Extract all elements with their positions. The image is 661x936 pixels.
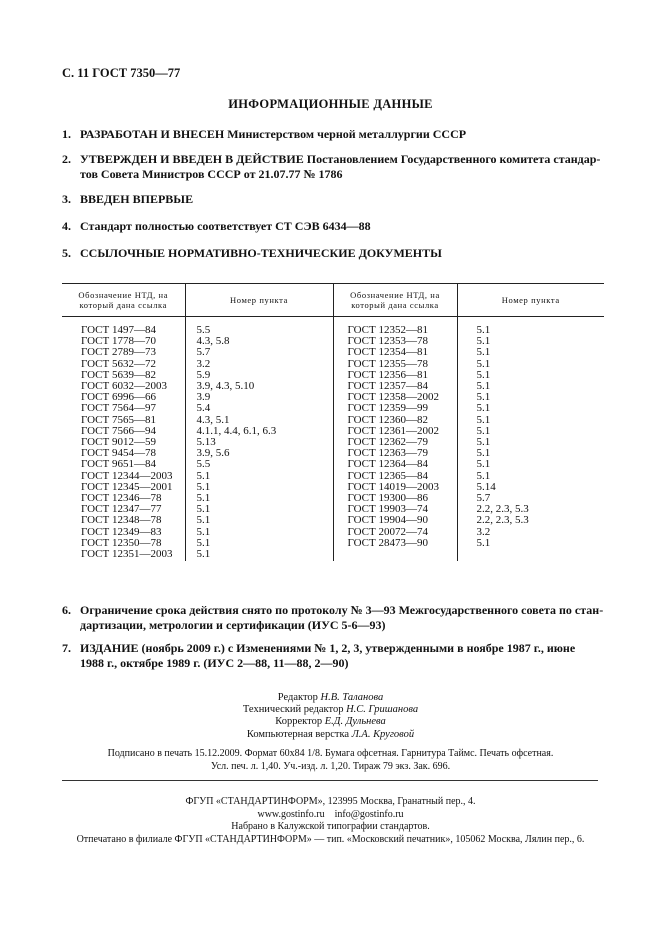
item-references — [62, 246, 607, 261]
ref-doc-cell: ГОСТ 12361—2002 — [347, 424, 439, 437]
ref-clause-cell: 5.1 — [476, 391, 491, 404]
publisher-footer — [0, 796, 661, 846]
ref-clause-cell: 5.5 — [196, 458, 211, 471]
ref-clause-cell: 5.1 — [476, 458, 491, 471]
ref-clause-cell: 5.4 — [196, 402, 211, 415]
ref-clause-cell: 3.9, 4.3, 5.10 — [196, 380, 255, 393]
item-number: 1. — [62, 127, 71, 141]
document-title: ИНФОРМАЦИОННЫЕ ДАННЫЕ — [228, 97, 433, 111]
ref-clause-cell: 5.1 — [476, 324, 491, 336]
ref-doc-cell: ГОСТ 20072—74 — [347, 525, 428, 538]
ref-doc-cell: ГОСТ 7566—94 — [81, 424, 156, 437]
references-table — [62, 283, 604, 561]
item-number: 7. — [62, 641, 71, 655]
ref-clause-cell: 3.9, 5.6 — [196, 447, 230, 460]
ref-doc-cell: ГОСТ 12351—2003 — [81, 548, 173, 561]
print-info — [0, 748, 661, 773]
ref-doc-cell: ГОСТ 12346—78 — [81, 492, 162, 505]
ref-clause-cell: 5.1 — [476, 335, 491, 348]
credit-proofreader: Корректор Е.Д. Дульнева — [275, 716, 386, 728]
item-first-introduced — [62, 192, 607, 207]
ref-doc-cell: ГОСТ 12350—78 — [81, 536, 162, 549]
item-text: ИЗДАНИЕ (ноябрь 2009 г.) с Изменениями № 1, 2, 3, утвержденными в ноябре 1987 г., июне — [80, 641, 576, 655]
publisher-address: ФГУП «СТАНДАРТИНФОРМ», 123995 Москва, Гранатный пер., 4. — [185, 796, 476, 807]
item-compliance — [62, 219, 607, 234]
ref-clause-cell: 5.1 — [196, 503, 211, 516]
ref-doc-cell: ГОСТ 12356—81 — [347, 368, 428, 381]
right-doc-column — [333, 317, 457, 562]
credit-tech-editor: Технический редактор Н.С. Гришанова — [242, 704, 419, 716]
header-doc-designation: Обозначение НТД, на который дана ссылка — [62, 284, 185, 317]
left-clause-column — [185, 317, 333, 562]
ref-doc-cell: ГОСТ 12345—2001 — [81, 480, 173, 493]
ref-doc-cell: ГОСТ 1497—84 — [81, 324, 156, 336]
ref-clause-cell: 5.1 — [196, 548, 211, 561]
ref-clause-cell: 5.1 — [196, 525, 211, 538]
ref-doc-cell: ГОСТ 5632—72 — [81, 357, 156, 370]
ref-clause-cell: 2.2, 2.3, 5.3 — [476, 503, 529, 516]
header-clause-number: Номер пункта — [457, 284, 604, 317]
ref-doc-cell: ГОСТ 1778—70 — [81, 335, 156, 348]
ref-doc-cell: ГОСТ 12355—78 — [347, 357, 428, 370]
item-text-continued: дартизации, метрологии и сертификации (ИУС 5-6—93) — [80, 618, 386, 632]
ref-clause-cell: 4.3, 5.8 — [196, 335, 230, 348]
item-number: 4. — [62, 219, 71, 233]
ref-doc-cell: ГОСТ 12365—84 — [347, 469, 428, 482]
ref-clause-cell: 5.5 — [196, 324, 211, 336]
typeset-note: Набрано в Калужской типографии стандартов. — [231, 821, 430, 832]
ref-doc-cell: ГОСТ 12348—78 — [81, 514, 162, 527]
ref-clause-cell: 5.1 — [196, 536, 211, 549]
ref-clause-cell: 3.2 — [196, 357, 211, 370]
ref-clause-cell: 5.7 — [476, 492, 491, 505]
item-text: Ограничение срока действия снято по протоколу № 3—93 Межгосударственного совета по стан- — [80, 603, 604, 617]
ref-clause-cell: 5.1 — [476, 447, 491, 460]
item-heading: РАЗРАБОТАН И ВНЕСЕН — [80, 127, 225, 141]
item-edition — [62, 641, 607, 671]
item-text: Стандарт полностью соответствует СТ СЭВ 6434—88 — [80, 219, 371, 233]
ref-doc-cell: ГОСТ 6032—2003 — [81, 380, 167, 393]
item-number: 2. — [62, 152, 71, 166]
item-text-continued: тов Совета Министров СССР от 21.07.77 № 1786 — [80, 167, 343, 181]
left-doc-column — [62, 317, 185, 562]
ref-clause-cell: 5.1 — [476, 413, 491, 426]
ref-doc-cell: ГОСТ 12363—79 — [347, 447, 428, 460]
ref-clause-cell: 5.1 — [196, 469, 211, 482]
ref-clause-cell: 2.2, 2.3, 5.3 — [476, 514, 529, 527]
ref-doc-cell: ГОСТ 9454—78 — [81, 447, 156, 460]
ref-doc-cell: ГОСТ 28473—90 — [347, 536, 428, 549]
ref-clause-cell: 5.1 — [476, 469, 491, 482]
credit-layout: Компьютерная верстка Л.А. Круговой — [246, 728, 415, 740]
ref-clause-cell: 3.2 — [476, 525, 491, 538]
ref-clause-cell: 5.9 — [196, 368, 211, 381]
ref-doc-cell: ГОСТ 12347—77 — [81, 503, 162, 516]
ref-clause-cell: 5.1 — [476, 368, 491, 381]
item-number: 3. — [62, 192, 71, 206]
item-developed — [62, 127, 607, 142]
ref-clause-cell: 5.1 — [196, 492, 211, 505]
ref-clause-cell: 5.13 — [196, 436, 216, 449]
ref-clause-cell: 5.1 — [476, 402, 491, 415]
ref-clause-cell: 3.9 — [196, 391, 211, 404]
ref-doc-cell: ГОСТ 12359—99 — [347, 402, 428, 415]
ref-doc-cell: ГОСТ 12362—79 — [347, 436, 428, 449]
item-heading: УТВЕРЖДЕН И ВВЕДЕН В ДЕЙСТВИЕ — [80, 152, 304, 166]
ref-clause-cell: 5.1 — [476, 424, 491, 437]
ref-doc-cell: ГОСТ 5639—82 — [81, 368, 156, 381]
printed-note: Отпечатано в филиале ФГУП «СТАНДАРТИНФОРМ» — тип. «Московский печатник», 105062 Москва, Лялин пер., 6. — [76, 833, 585, 845]
divider — [62, 780, 598, 781]
ref-clause-cell: 5.1 — [476, 436, 491, 449]
header-doc-designation: Обозначение НТД, на который дана ссылка — [333, 284, 457, 317]
ref-doc-cell: ГОСТ 7565—81 — [81, 413, 156, 426]
item-heading: ССЫЛОЧНЫЕ НОРМАТИВНО-ТЕХНИЧЕСКИЕ ДОКУМЕНТЫ — [80, 246, 442, 260]
ref-doc-cell: ГОСТ 2789—73 — [81, 346, 156, 359]
ref-doc-cell: ГОСТ 12349—83 — [81, 525, 162, 538]
ref-doc-cell: ГОСТ 12360—82 — [347, 413, 428, 426]
ref-doc-cell: ГОСТ 12344—2003 — [81, 469, 173, 482]
ref-clause-cell: 4.3, 5.1 — [196, 413, 230, 426]
ref-clause-cell: 5.1 — [476, 357, 491, 370]
ref-clause-cell: 4.1.1, 4.4, 6.1, 6.3 — [196, 424, 277, 437]
item-heading: ВВЕДЕН ВПЕРВЫЕ — [80, 192, 194, 206]
credits — [0, 692, 661, 741]
item-number: 5. — [62, 246, 71, 260]
ref-clause-cell: 5.1 — [476, 380, 491, 393]
ref-clause-cell: 5.1 — [196, 514, 211, 527]
print-info-line1: Подписано в печать 15.12.2009. Формат 60x84 1/8. Бумага офсетная. Гарнитура Таймс. Печать офсетная. — [107, 748, 554, 759]
item-approved — [62, 152, 607, 182]
item-text-continued: 1988 г., октябре 1989 г. (ИУС 2—88, 11—88, 2—90) — [80, 656, 349, 670]
ref-doc-cell: ГОСТ 19300—86 — [347, 492, 428, 505]
ref-doc-cell: ГОСТ 14019—2003 — [347, 480, 439, 493]
ref-doc-cell: ГОСТ 19904—90 — [347, 514, 428, 527]
ref-clause-cell: 5.14 — [476, 480, 496, 493]
ref-clause-cell: 5.1 — [196, 480, 211, 493]
ref-doc-cell: ГОСТ 6996—66 — [81, 391, 156, 404]
publisher-contacts: www.gostinfo.ru info@gostinfo.ru — [257, 808, 404, 820]
ref-clause-cell: 5.1 — [476, 346, 491, 359]
ref-doc-cell: ГОСТ 12364—84 — [347, 458, 428, 471]
right-clause-column — [457, 317, 604, 562]
ref-doc-cell: ГОСТ 12357—84 — [347, 380, 428, 393]
ref-doc-cell: ГОСТ 19903—74 — [347, 503, 428, 516]
item-number: 6. — [62, 603, 71, 617]
ref-doc-cell: ГОСТ 9012—59 — [81, 436, 156, 449]
ref-doc-cell: ГОСТ 12352—81 — [347, 324, 428, 336]
header-clause-number: Номер пункта — [185, 284, 333, 317]
print-info-line2: Усл. печ. л. 1,40. Уч.-изд. л. 1,20. Тираж 79 экз. Зак. 696. — [210, 760, 451, 772]
ref-doc-cell: ГОСТ 12354—81 — [347, 346, 428, 359]
ref-doc-cell: ГОСТ 9651—84 — [81, 458, 156, 471]
item-text: Постановлением Государственного комитета стандар- — [306, 152, 601, 166]
ref-doc-cell: ГОСТ 12358—2002 — [347, 391, 439, 404]
ref-doc-cell: ГОСТ 12353—78 — [347, 335, 428, 348]
ref-clause-cell: 5.1 — [476, 536, 491, 549]
ref-clause-cell: 5.7 — [196, 346, 211, 359]
page-header: С. 11 ГОСТ 7350—77 — [62, 66, 181, 80]
ref-doc-cell: ГОСТ 7564—97 — [81, 402, 156, 415]
item-validity — [62, 603, 607, 633]
credit-editor: Редактор Н.В. Таланова — [277, 692, 384, 703]
item-text: Министерством черной металлургии СССР — [227, 127, 467, 141]
